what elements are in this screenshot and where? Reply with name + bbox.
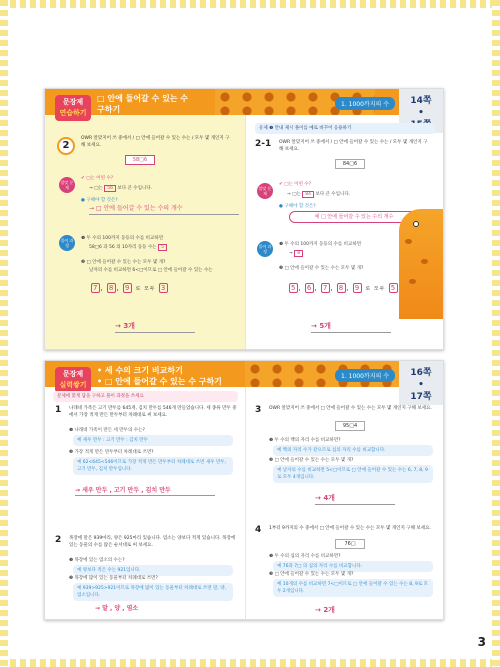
unit-label: 1. 1000까지의 수 xyxy=(335,369,395,382)
q1-final-answer: → 새우 만두 , 고기 만두 , 김치 만두 xyxy=(75,487,171,494)
q4-step-1-answer: 예 76과 7□ 의 십의 자리 수를 비교합니다. xyxy=(273,561,433,572)
given-number-box: 76□ xyxy=(335,539,365,549)
step-4-prompt: ❷ □ 안에 들어갈 수 있는 수는 모두 몇 개? xyxy=(279,266,364,271)
step-4-prompt: ❷ □ 안에 들어갈 수 있는 수는 모두 몇 개? xyxy=(81,260,166,265)
dotted-border-bottom xyxy=(0,659,500,667)
q4-final-answer: → 2개 xyxy=(315,606,335,614)
final-answer: → 5개 xyxy=(311,322,331,330)
step-3-answer-line: 58□6 과 56 의 10자리 동등 수는 5 xyxy=(89,244,167,251)
step-3-prompt: ❶ 두 수의 100까지 동등의 수를 비교하면 xyxy=(81,236,164,241)
final-underline xyxy=(311,332,391,333)
spread-skill-building xyxy=(44,360,444,620)
page-tag: 16쪽 • 17쪽 xyxy=(399,361,443,405)
q2-step-2: ❷ 목장에 많이 있는 동물부터 차례대로 쓰면? xyxy=(69,576,158,581)
step-1-answer-line: → □는 84 보다 큰 수입니다. xyxy=(287,192,351,197)
q3-step-2: ❷ □ 안에 들어갈 수 있는 수는 모두 몇 개? xyxy=(269,458,354,463)
candidate-digits: 7 , 8 , 9 로 모두 3 xyxy=(93,284,167,292)
q1-step-2-answer: 예 62<645<546이므로 가장 적게 만든 만두부터 차례대로 쓰면 새우 만두, 고기 만두, 김치 만두입니다. xyxy=(73,457,233,475)
unit-label: 1. 1000까지의 수 xyxy=(335,97,395,110)
q2-step-1: ❶ 목장에 있는 염소의 수는? xyxy=(69,558,125,563)
given-number-box: 95□4 xyxy=(335,421,365,431)
given-number-box: 84□6 xyxy=(335,159,365,169)
question-number: 4 xyxy=(255,525,262,535)
question-text: OWR 알맞지어 쓰 중에서 □ 안에 들어갈 수 있는 수는 모두 몇 개인지 구해 보세요. xyxy=(269,406,432,411)
section-badge: 문장제 실력쌓기 xyxy=(55,367,91,393)
q1-step-1: ❶ 나래네 가족이 만든 세 만두의 수는? xyxy=(69,428,145,433)
question-number: 2 xyxy=(57,137,75,155)
dotted-border-top xyxy=(0,0,500,8)
q4-step-1: ❶ 두 수의 십의 자리 수를 비교하면? xyxy=(269,554,341,559)
section-topic: • 세 수의 크기 비교하기 • □ 안에 들어갈 수 있는 수 구하기 xyxy=(97,366,222,386)
step-1-answer-line: → □는 56 보다 큰 수입니다. xyxy=(89,186,153,191)
step-1-prompt: ✔ □는 어떤 수? xyxy=(81,176,114,181)
question-text: 나래네 가족은 고기 만두를 645개, 김치 만두를 546개 만들었습니다. 세 종류 만두 중에서 가장 적게 만든 만두부터 차례대로 써 보세요. xyxy=(69,406,237,418)
final-underline xyxy=(115,332,195,333)
q2-final-answer: → 말 , 양 , 염소 xyxy=(95,605,139,612)
spread1-left-page xyxy=(45,89,245,349)
q3-step-1-answer: 예 백의 자리 수가 같으므로 십의 자리 수를 비교합니다. xyxy=(273,445,433,456)
step-2-prompt: ● 구해야 할 것은? xyxy=(81,198,118,203)
variant-hint: 유제 ❶ 안내 제시 풀이를 예로 바꾸어 응용하기 xyxy=(255,123,435,134)
question-number: 2-1 xyxy=(255,139,272,149)
step-4-explanation: 날자의 수를 비교하면 6<□이므로 □ 안에 들어갈 수 있는 수는 xyxy=(89,268,213,273)
candidate-digits: 5 , 6 , 7 , 8 , 9 로 모두 5 xyxy=(291,284,397,292)
question-number: 3 xyxy=(255,405,262,415)
tag-solution: 풀이 과정 xyxy=(59,235,75,251)
q1-step-1-answer: 예 새우 만두 : 고기 만두 : 김치 만두 xyxy=(73,435,233,446)
page-tag: 14쪽 • xyxy=(399,89,443,133)
question-text: 목장에 말은 939마리, 양은 925마리 있습니다. 염소는 양보다 적게 있습니다. 목장에 있는 동물의 수를 많은 순서대로 써 보세요. xyxy=(69,536,236,548)
answer-underline xyxy=(89,214,239,215)
spread-practice xyxy=(44,88,444,350)
step-2-answer: 예 □ 안에 들어갈 수 있는 수의 개수 xyxy=(289,211,419,223)
step-2-prompt: ● 구해야 할 것은? xyxy=(279,204,316,209)
dotted-border-right xyxy=(492,0,500,667)
page-number: 3 xyxy=(477,635,486,649)
final-underline xyxy=(315,504,395,505)
step-2-answer: → □ 안에 들어갈 수 있는 수의 개수 xyxy=(89,205,183,212)
section-badge: 문장제 연습하기 xyxy=(55,95,91,121)
final-underline xyxy=(75,495,215,496)
tag-read-problem: 알맞 문제 xyxy=(257,183,273,199)
step-1-prompt: ✔ □는 어떤 수? xyxy=(279,182,312,187)
giraffe-illustration xyxy=(399,209,443,319)
q3-step-1: ❶ 두 수의 백의 자리 수를 비교하면? xyxy=(269,438,341,443)
question-number: 1 xyxy=(55,405,62,415)
q2-step-2-answer: 예 939>925>921이므로 목장에 많이 있는 동물부터 차례대로 쓰면 말, 양, 염소입니다. xyxy=(73,583,233,601)
question-number: 2 xyxy=(55,535,62,545)
question-text: OWR 알맞지어 쓰 중에서 / □ 안에 들어갈 수 있는 수는 / 모두 몇 개인지 구해 보세요. xyxy=(81,136,230,148)
q1-step-2: ❷ 가장 적게 만든 만두부터 차례대로 쓰면? xyxy=(69,450,154,455)
section-topic: □ 안에 들어갈 수 있는 수 구하기 xyxy=(97,94,189,114)
q2-step-1-answer: 예 양보다 적은 수는 921입니다. xyxy=(73,565,233,576)
instruction-hint: 문제에 맞게 답을 구하고 풀이 과정을 쓰세요 xyxy=(53,391,238,402)
question-text: 1부터 9까지의 수 중에서 □ 안에 들어갈 수 있는 수는 모두 몇 개인지 구해 보세요. xyxy=(269,526,431,531)
question-text: OWR 알맞지어 쓰 중에서 / □ 안에 들어갈 수 있는 수는 / 모두 몇 개인지 구해 보세요. xyxy=(279,140,428,152)
given-number-box: 58□6 xyxy=(125,155,155,165)
dotted-border-left xyxy=(0,0,8,667)
q3-final-answer: → 4개 xyxy=(315,494,335,502)
q4-step-2-answer: 예 10개의 수를 비교하면 7<□이므로 □ 안에 들어갈 수 있는 수는 8, 9로 모두 2개입니다. xyxy=(273,579,433,597)
tag-read-problem: 알맞 문제 xyxy=(59,177,75,193)
final-answer: → 3개 xyxy=(115,322,135,330)
tag-solution: 풀이 과정 xyxy=(257,241,273,257)
q3-step-2-answer: 예 날자의 수를 비교하면 5<□이므로 □ 안에 들어갈 수 있는 수는 6, 7, 8, 9로 모두 4개입니다. xyxy=(273,465,433,483)
step-3-prompt: ❶ 두 수의 100까지 동등의 수를 비교하면 xyxy=(279,242,362,247)
step-3-answer-line: → 8 xyxy=(289,250,303,257)
q4-step-2: ❷ □ 안에 들어갈 수 있는 수는 모두 몇 개? xyxy=(269,572,354,577)
